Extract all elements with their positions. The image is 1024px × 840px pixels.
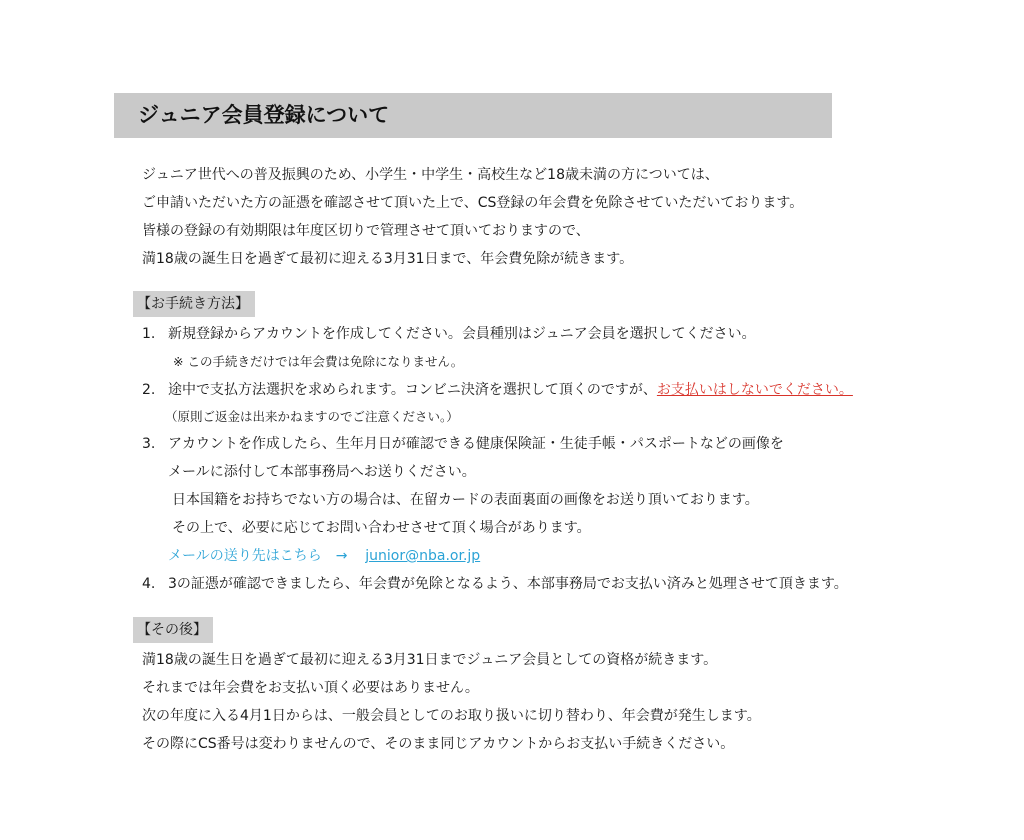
intro-line: ジュニア世代への普及振興のため、小学生・中学生・高校生など18歳未満の方については、 <box>142 167 719 183</box>
intro-line: 皆様の登録の有効期限は年度区切りで管理させて頂いておりますので、 <box>142 223 590 239</box>
step-text: アカウントを作成したら、生年月日が確認できる健康保険証・生徒手帳・パスポートなどの画像を <box>168 436 784 452</box>
step-3-line: その上で、必要に応じてお問い合わせさせて頂く場合があります。 <box>172 520 591 536</box>
step-text: 途中で支払方法選択を求められます。コンビニ決済を選択して頂くのですが、 <box>168 382 657 398</box>
step-text: 3の証憑が確認できましたら、年会費が免除となるよう、本部事務局でお支払い済みと処理させて頂きます。 <box>168 576 848 592</box>
step-3-line: メールに添付して本部事務局へお送りください。 <box>168 464 476 480</box>
step-4 <box>142 574 848 594</box>
step-2 <box>142 380 853 400</box>
intro-line: 満18歳の誕生日を過ぎて最初に迎える3月31日まで、年会費免除が続きます。 <box>142 251 634 267</box>
step-1 <box>142 324 756 344</box>
page-title: ジュニア会員登録について <box>138 103 390 127</box>
step-3-line: 日本国籍をお持ちでない方の場合は、在留カードの表面裏面の画像をお送り頂いております。 <box>172 492 759 508</box>
step-text: 新規登録からアカウントを作成してください。会員種別はジュニア会員を選択してください。 <box>168 326 756 342</box>
step-number: 1. <box>142 326 156 342</box>
after-line: 満18歳の誕生日を過ぎて最初に迎える3月31日までジュニア会員としての資格が続きます。 <box>142 652 718 668</box>
procedure-heading: 【お手続き方法】 <box>133 291 255 317</box>
no-payment-warning-link[interactable]: お支払いはしないでください。 <box>656 382 853 398</box>
intro-line: ご申請いただいた方の証憑を確認させて頂いた上で、CS登録の年会費を免除させていただいております。 <box>142 195 804 211</box>
title-banner <box>114 93 832 138</box>
step-number: 3. <box>142 436 156 452</box>
after-line: 次の年度に入る4月1日からは、一般会員としてのお取り扱いに切り替わり、年会費が発生します。 <box>142 708 761 724</box>
step-1-note: ※ この手続きだけでは年会費は免除になりません。 <box>173 354 464 369</box>
mail-destination <box>168 546 480 566</box>
step-3 <box>142 434 784 454</box>
step-number: 2. <box>142 382 156 398</box>
after-line: その際にCS番号は変わりませんので、そのまま同じアカウントからお支払い手続きください。 <box>142 736 735 752</box>
after-heading: 【その後】 <box>133 617 213 643</box>
mail-label: メールの送り先はこちら → <box>168 548 348 564</box>
step-number: 4. <box>142 576 156 592</box>
step-2-note: （原則ご返金は出来かねますのでご注意ください。） <box>165 409 459 424</box>
mail-address-link[interactable]: junior@nba.or.jp <box>365 548 481 564</box>
after-line: それまでは年会費をお支払い頂く必要はありません。 <box>142 680 479 696</box>
